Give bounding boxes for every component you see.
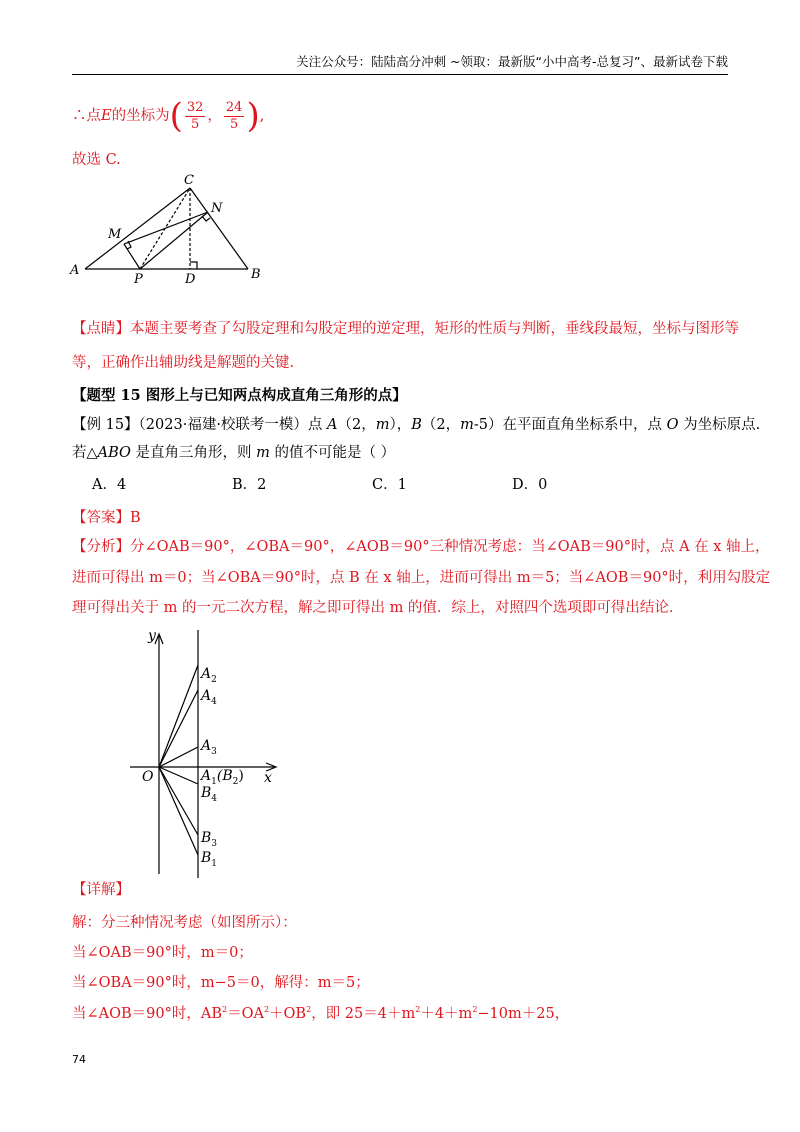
example-text-a: 【例 15】（2023·福建·校联考一模）点	[72, 417, 328, 433]
fraction-1-den: 5	[190, 116, 200, 132]
example-text-2a: 若△	[72, 445, 98, 461]
detail-4b: 2	[222, 1005, 228, 1015]
section-title: 【题型 15 图形上与已知两点构成直角三角形的点】	[72, 387, 407, 404]
option-c: C．1	[372, 477, 407, 493]
analysis-line-3: 理可得出关于 m 的一元二次方程，解之即可得出 m 的值．综上，对照四个选项即可得出结论．	[72, 600, 684, 616]
fraction-1-num: 32	[186, 99, 204, 115]
detail-4a: 当∠AOB＝90°时，AB	[72, 1006, 222, 1022]
example-var-m3: m	[256, 445, 270, 461]
detail-4j: 2	[472, 1005, 478, 1015]
segment-o-b3	[159, 767, 198, 835]
conclusion-mid: 的坐标为	[111, 108, 170, 124]
left-paren: (	[169, 96, 183, 136]
label-b1: $B_1$	[201, 850, 218, 869]
detail-4d: 2	[263, 1005, 270, 1015]
example-text-2c: 是直角三角形，则	[130, 445, 257, 461]
label-m: M	[108, 227, 122, 242]
answer-line: 【答案】B	[72, 510, 141, 526]
detail-4c: ＝OA	[227, 1006, 264, 1022]
example-point-b: B	[411, 417, 422, 433]
conclusion-tail: ,	[259, 108, 265, 124]
segment-pn	[140, 212, 208, 269]
detail-line-4	[72, 1002, 569, 1023]
detail-title: 【详解】	[72, 882, 130, 898]
example-text-k: 为坐标原点.	[678, 417, 761, 433]
detail-4f: 2	[306, 1005, 312, 1015]
detail-line-3: 当∠OBA＝90°时，m−5＝0，解得：m＝5；	[72, 975, 370, 991]
label-a: A	[70, 263, 80, 278]
segment-o-a4	[159, 690, 198, 767]
options-row	[92, 473, 652, 494]
segment-o-a3	[159, 747, 198, 767]
conclusion-prefix: ∴点	[72, 108, 101, 124]
label-y: y	[148, 628, 156, 644]
fraction-2	[224, 100, 245, 133]
example-triangle-abo: ABO	[97, 445, 131, 461]
label-p: P	[134, 272, 143, 284]
label-b3: $B_3$	[201, 830, 218, 849]
label-a1-b2: $A_1(B_2)$	[201, 768, 244, 787]
example-var-m2: m	[460, 417, 474, 433]
option-a: A．4	[92, 477, 127, 493]
figure-coordinate	[126, 622, 286, 884]
figure-triangle	[68, 172, 278, 284]
detail-line-2: 当∠OAB＝90°时，m＝0；	[72, 945, 253, 961]
label-d: D	[185, 272, 196, 284]
segment-mn	[124, 212, 208, 244]
header-text: 关注公众号：陆陆高分冲刺 ~领取：最新版“小中高考-总复习”、最新试卷下载	[296, 54, 728, 69]
example-text-g: （2，	[421, 417, 461, 433]
conclusion-comma: ，	[207, 108, 222, 124]
page-number: 74	[72, 1053, 86, 1066]
example-point-o: O	[666, 417, 679, 433]
segment-mp	[124, 244, 140, 269]
right-angle-n	[202, 216, 210, 221]
analysis-line-2: 进而可得出 m＝0；当∠OBA＝90°时，点 B 在 x 轴上，进而可得出 m＝5；当∠AOB＝90°时，利用勾股定	[72, 570, 771, 586]
conclusion-line	[72, 96, 264, 136]
example-var-m1: m	[375, 417, 390, 433]
example-text-c: （2，	[337, 417, 376, 433]
detail-4h: 2	[415, 1005, 421, 1015]
detail-4i: ＋4＋m	[420, 1006, 473, 1022]
segment-pc	[140, 188, 190, 269]
example-text-i: -5）在平面直角坐标系中，点	[473, 417, 667, 433]
choice-line: 故选 C.	[72, 152, 121, 168]
label-b4: $B_4$	[201, 785, 218, 804]
detail-4e: ＋OB	[269, 1006, 307, 1022]
page-header	[72, 52, 728, 75]
segment-o-b1	[159, 767, 198, 855]
detail-4k: −10m＋25，	[477, 1006, 570, 1022]
label-a4: $A_4$	[201, 688, 217, 707]
example-point-a: A	[327, 417, 338, 433]
label-n: N	[211, 201, 223, 216]
label-o: O	[142, 769, 154, 785]
fraction-2-den: 5	[230, 116, 239, 132]
label-a2: $A_2$	[201, 666, 217, 685]
label-a3: $A_3$	[201, 738, 217, 757]
option-d: D．0	[512, 477, 548, 493]
dianjing-line-2: 等，正确作出辅助线是解题的关键.	[72, 355, 295, 371]
detail-line-1: 解：分三种情况考虑（如图所示）：	[72, 915, 297, 931]
example-line-1	[72, 413, 760, 434]
segment-ac	[85, 188, 190, 269]
example-text-2e: 的值不可能是（ ）	[269, 445, 396, 461]
example-text-e: ），	[389, 417, 412, 433]
conclusion-var: E	[101, 108, 112, 124]
example-line-2	[72, 441, 395, 462]
fraction-2-num: 24	[225, 99, 243, 115]
fraction-1	[185, 100, 206, 133]
analysis-line-1: 【分析】分∠OAB＝90°，∠OBA＝90°，∠AOB＝90°三种情况考虑：当∠OAB＝90°时，点 A 在 x 轴上，	[72, 539, 770, 555]
right-angle-d	[190, 262, 197, 269]
detail-4g: ，即 25＝4＋m	[311, 1006, 416, 1022]
dianjing-line-1: 【点睛】本题主要考查了勾股定理和勾股定理的逆定理，矩形的性质与判断，垂线段最短，坐标与图形等	[72, 321, 739, 337]
segment-o-a2	[159, 665, 198, 767]
right-paren: )	[246, 96, 260, 136]
label-c: C	[184, 173, 194, 188]
option-b: B．2	[232, 477, 267, 493]
label-x: x	[264, 770, 272, 786]
label-b: B	[251, 267, 261, 282]
